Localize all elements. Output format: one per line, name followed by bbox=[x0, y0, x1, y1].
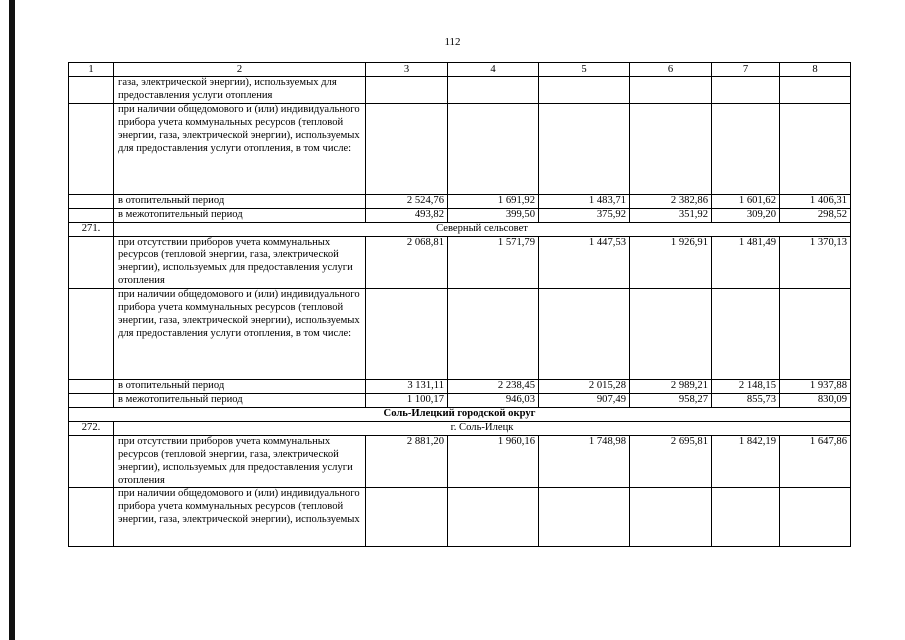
value-cell: 1 370,13 bbox=[780, 236, 851, 289]
value-cell: 1 691,92 bbox=[448, 194, 539, 208]
row-number-empty bbox=[69, 488, 114, 547]
value-cell: 2 015,28 bbox=[539, 380, 630, 394]
empty-cell bbox=[630, 289, 712, 380]
value-cell: 2 524,76 bbox=[366, 194, 448, 208]
row-description: при наличии общедомового и (или) индивидуального прибора учета коммунальных ресурсов (тепловой энергии, газа, электрической энергии), используемых для предоставления услуги отопления, в том числе: bbox=[114, 289, 366, 380]
empty-cell bbox=[448, 488, 539, 547]
table-row bbox=[69, 289, 851, 380]
row-description: при отсутствии приборов учета коммунальных ресурсов (тепловой энергии, газа, электрической энергии), используемых для предоставления услуги отопления bbox=[114, 435, 366, 488]
empty-cell bbox=[630, 77, 712, 104]
table-row bbox=[69, 222, 851, 236]
empty-cell bbox=[366, 289, 448, 380]
value-cell: 1 647,86 bbox=[780, 435, 851, 488]
value-cell: 855,73 bbox=[712, 394, 780, 408]
value-cell: 351,92 bbox=[630, 208, 712, 222]
row-description: при наличии общедомового и (или) индивидуального прибора учета коммунальных ресурсов (тепловой энергии, газа, электрической энергии), используемых bbox=[114, 488, 366, 547]
page-number: 112 bbox=[444, 36, 461, 48]
header-cell: 8 bbox=[780, 63, 851, 77]
table-row bbox=[69, 407, 851, 421]
header-row bbox=[69, 63, 851, 77]
header-cell: 1 bbox=[69, 63, 114, 77]
value-cell: 1 842,19 bbox=[712, 435, 780, 488]
section-title: Северный сельсовет bbox=[114, 222, 851, 236]
row-description: при наличии общедомового и (или) индивидуального прибора учета коммунальных ресурсов (тепловой энергии, газа, электрической энергии), используемых для предоставления услуги отопления, в том числе: bbox=[114, 103, 366, 194]
value-cell: 1 601,62 bbox=[712, 194, 780, 208]
value-cell: 1 748,98 bbox=[539, 435, 630, 488]
empty-cell bbox=[366, 103, 448, 194]
empty-cell bbox=[712, 289, 780, 380]
table-row bbox=[69, 194, 851, 208]
row-number: 271. bbox=[69, 222, 114, 236]
value-cell: 2 695,81 bbox=[630, 435, 712, 488]
empty-cell bbox=[780, 289, 851, 380]
empty-cell bbox=[539, 488, 630, 547]
district-title: Соль-Илецкий городской округ bbox=[69, 407, 851, 421]
row-description: в отопительный период bbox=[114, 194, 366, 208]
header-cell: 3 bbox=[366, 63, 448, 77]
empty-cell bbox=[448, 289, 539, 380]
empty-cell bbox=[780, 77, 851, 104]
table-row bbox=[69, 208, 851, 222]
value-cell: 1 447,53 bbox=[539, 236, 630, 289]
row-description: при отсутствии приборов учета коммунальных ресурсов (тепловой энергии, газа, электрической энергии), используемых для предоставления услуги отопления bbox=[114, 236, 366, 289]
value-cell: 3 131,11 bbox=[366, 380, 448, 394]
value-cell: 309,20 bbox=[712, 208, 780, 222]
header-cell: 2 bbox=[114, 63, 366, 77]
table-row bbox=[69, 103, 851, 194]
row-description: в отопительный период bbox=[114, 380, 366, 394]
row-number-empty bbox=[69, 380, 114, 394]
value-cell: 1 483,71 bbox=[539, 194, 630, 208]
value-cell: 958,27 bbox=[630, 394, 712, 408]
table-row bbox=[69, 380, 851, 394]
value-cell: 907,49 bbox=[539, 394, 630, 408]
value-cell: 1 937,88 bbox=[780, 380, 851, 394]
empty-cell bbox=[448, 103, 539, 194]
table-row bbox=[69, 77, 851, 104]
value-cell: 298,52 bbox=[780, 208, 851, 222]
empty-cell bbox=[712, 77, 780, 104]
section-title: г. Соль-Илецк bbox=[114, 421, 851, 435]
row-description: в межотопительный период bbox=[114, 208, 366, 222]
empty-cell bbox=[448, 77, 539, 104]
empty-cell bbox=[712, 488, 780, 547]
empty-cell bbox=[630, 103, 712, 194]
row-number-empty bbox=[69, 236, 114, 289]
row-number-empty bbox=[69, 394, 114, 408]
value-cell: 1 406,31 bbox=[780, 194, 851, 208]
value-cell: 2 148,15 bbox=[712, 380, 780, 394]
value-cell: 1 100,17 bbox=[366, 394, 448, 408]
value-cell: 399,50 bbox=[448, 208, 539, 222]
empty-cell bbox=[539, 77, 630, 104]
value-cell: 1 926,91 bbox=[630, 236, 712, 289]
value-cell: 2 989,21 bbox=[630, 380, 712, 394]
row-description: газа, электрической энергии), используемых для предоставления услуги отопления bbox=[114, 77, 366, 104]
value-cell: 1 960,16 bbox=[448, 435, 539, 488]
value-cell: 2 382,86 bbox=[630, 194, 712, 208]
value-cell: 1 571,79 bbox=[448, 236, 539, 289]
row-number-empty bbox=[69, 103, 114, 194]
header-cell: 7 bbox=[712, 63, 780, 77]
header-cell: 5 bbox=[539, 63, 630, 77]
value-cell: 1 481,49 bbox=[712, 236, 780, 289]
empty-cell bbox=[539, 103, 630, 194]
scan-edge-bar bbox=[9, 0, 15, 640]
table-row bbox=[69, 236, 851, 289]
empty-cell bbox=[712, 103, 780, 194]
row-number-empty bbox=[69, 77, 114, 104]
empty-cell bbox=[366, 77, 448, 104]
header-cell: 6 bbox=[630, 63, 712, 77]
row-description: в межотопительный период bbox=[114, 394, 366, 408]
value-cell: 830,09 bbox=[780, 394, 851, 408]
table-row bbox=[69, 421, 851, 435]
table-row bbox=[69, 394, 851, 408]
value-cell: 2 238,45 bbox=[448, 380, 539, 394]
value-cell: 375,92 bbox=[539, 208, 630, 222]
row-number-empty bbox=[69, 194, 114, 208]
empty-cell bbox=[780, 488, 851, 547]
empty-cell bbox=[780, 103, 851, 194]
row-number-empty bbox=[69, 435, 114, 488]
empty-cell bbox=[539, 289, 630, 380]
value-cell: 2 068,81 bbox=[366, 236, 448, 289]
table-row bbox=[69, 488, 851, 547]
tariff-table bbox=[68, 62, 851, 547]
value-cell: 493,82 bbox=[366, 208, 448, 222]
table-row bbox=[69, 435, 851, 488]
row-number: 272. bbox=[69, 421, 114, 435]
row-number-empty bbox=[69, 208, 114, 222]
row-number-empty bbox=[69, 289, 114, 380]
header-cell: 4 bbox=[448, 63, 539, 77]
value-cell: 2 881,20 bbox=[366, 435, 448, 488]
empty-cell bbox=[630, 488, 712, 547]
empty-cell bbox=[366, 488, 448, 547]
value-cell: 946,03 bbox=[448, 394, 539, 408]
